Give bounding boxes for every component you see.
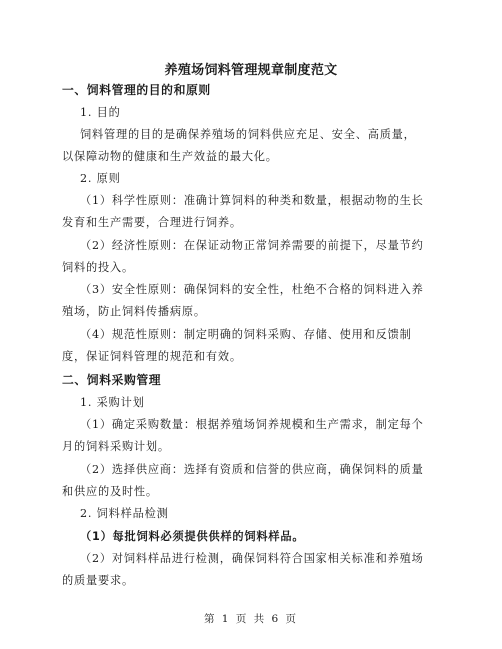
subheading-purchase-plan: 1. 采购计划: [80, 396, 145, 409]
paragraph-line: （2）对饲料样品进行检测，确保饲料符合国家相关标准和养殖场: [80, 552, 424, 565]
paragraph-line: 和供应的及时性。: [62, 485, 158, 498]
paragraph-line: （2）选择供应商：选择有资质和信誉的供应商，确保饲料的质量: [80, 463, 424, 476]
paragraph-line: 的质量要求。: [62, 574, 134, 587]
paragraph-line: 度，保证饲料管理的规范和有效。: [62, 350, 242, 363]
document-title: 养殖场饲料管理规章制度范文: [164, 63, 338, 78]
paragraph-line: （1）确定采购数量：根据养殖场饲养规模和生产需求，制定每个: [80, 418, 424, 431]
paragraph-line: 饲料的投入。: [62, 261, 134, 274]
paragraph-line: （4）规范性原则：制定明确的饲料采购、存储、使用和反馈制: [80, 328, 412, 341]
paragraph-line: （1）科学性原则：准确计算饲料的种类和数量，根据动物的生长: [80, 194, 424, 207]
paragraph-line: 饲料管理的目的是确保养殖场的饲料供应充足、安全、高质量，: [80, 128, 416, 141]
subheading-sample-test: 2. 饲料样品检测: [80, 507, 169, 520]
paragraph-line: （3）安全性原则：确保饲料的安全性，杜绝不合格的饲料进入养: [80, 283, 424, 296]
paragraph-line: （2）经济性原则：在保证动物正常饲养需要的前提下，尽量节约: [80, 239, 424, 252]
paragraph-line: 以保障动物的健康和生产效益的最大化。: [62, 150, 278, 163]
section-heading-2: 二、饲料采购管理: [62, 373, 162, 387]
paragraph-line: 发育和生产需要，合理进行饲养。: [62, 216, 242, 229]
paragraph-line-bold: （1）每批饲料必须提供供样的饲料样品。: [80, 530, 305, 543]
subheading-principles: 2. 原则: [80, 172, 121, 185]
page-footer: 第 1 页 共 6 页: [203, 613, 299, 625]
section-heading-1: 一、饲料管理的目的和原则: [62, 83, 211, 97]
subheading-purpose: 1. 目的: [80, 106, 121, 119]
paragraph-line: 殖场，防止饲料传播病原。: [62, 305, 206, 318]
paragraph-line: 月的饲料采购计划。: [62, 440, 170, 453]
